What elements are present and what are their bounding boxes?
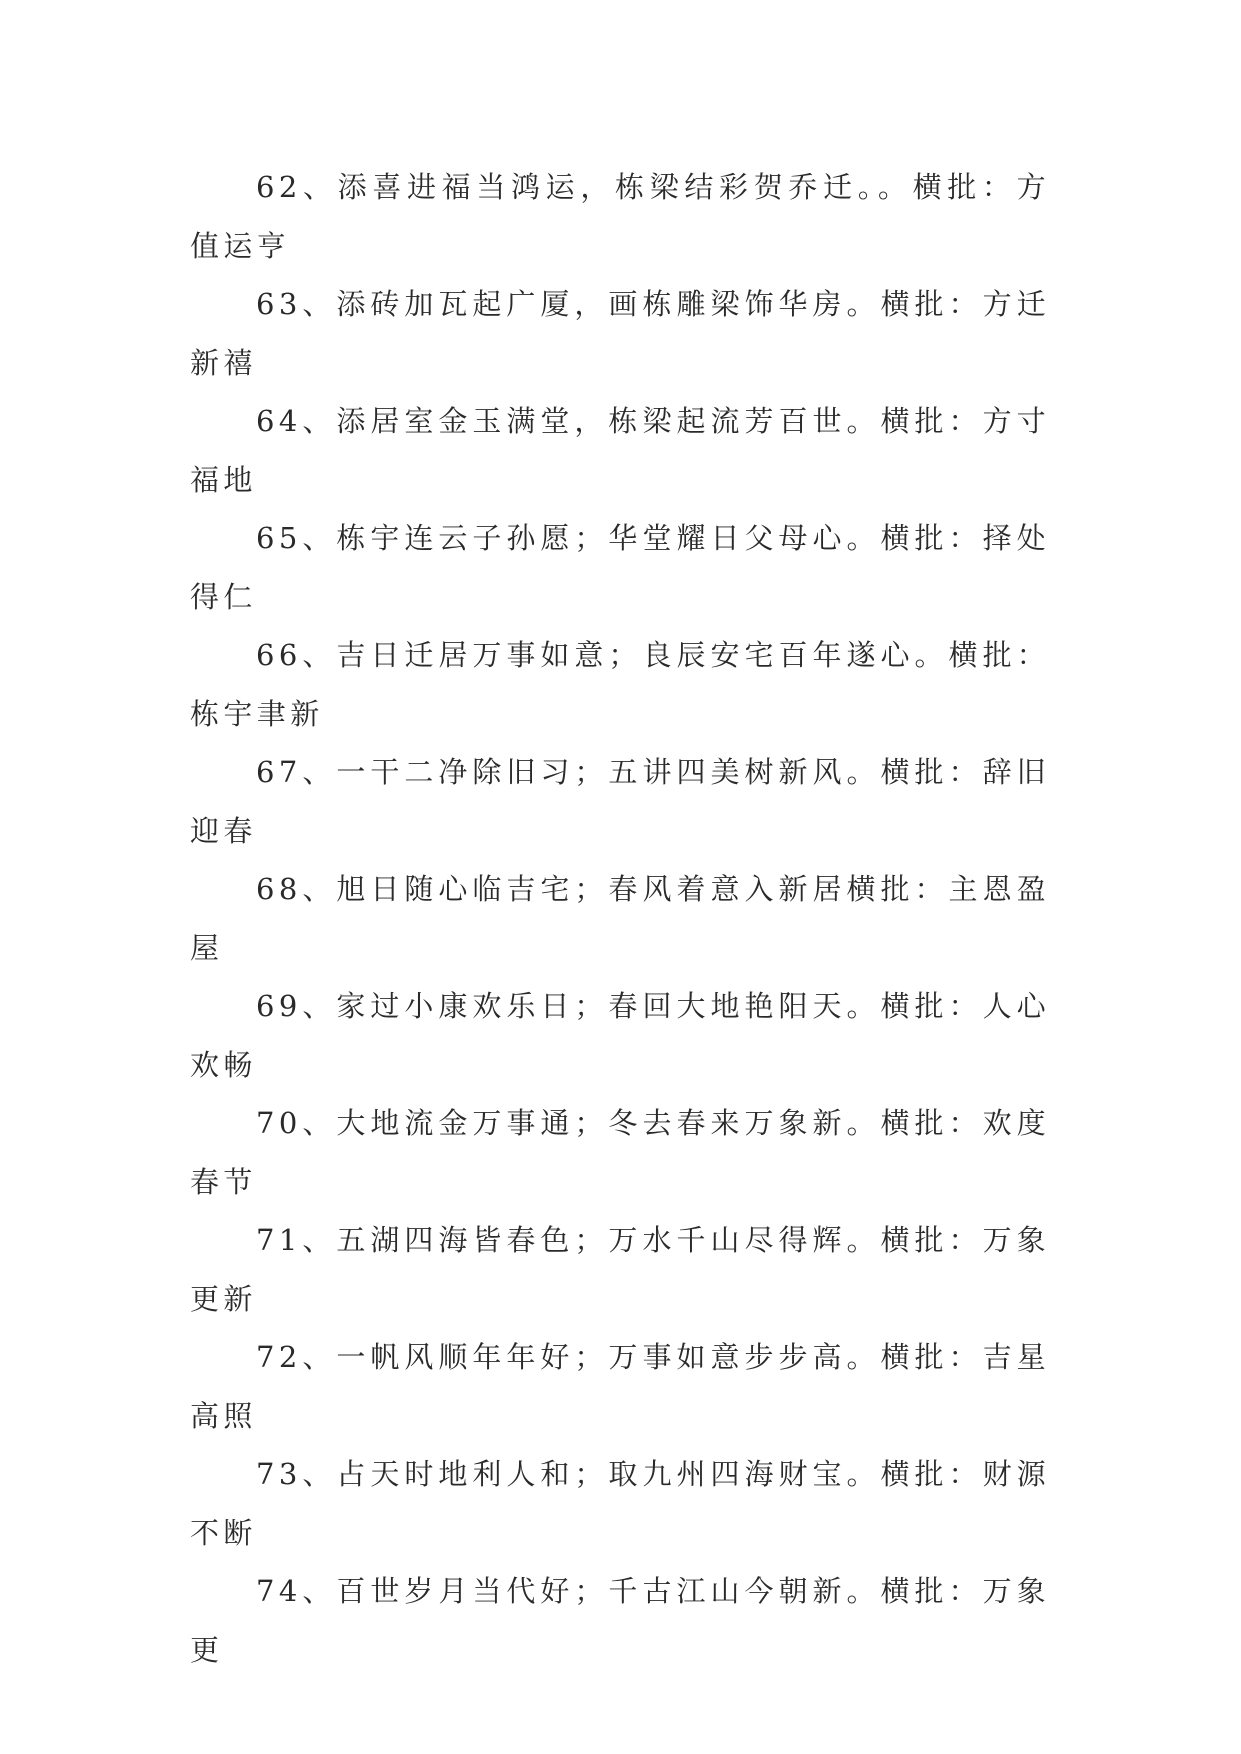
couplet-entry-67: 67、一干二净除旧习；五讲四美树新风。横批：辞旧迎春 — [190, 755, 1050, 848]
couplet-entry-74: 74、百世岁月当代好；千古江山今朝新。横批：万象更 — [190, 1574, 1050, 1667]
couplet-entry-62: 62、添喜进福当鸿运，栋梁结彩贺乔迁。。横批：方值运亨 — [190, 170, 1050, 263]
couplet-entry-71: 71、五湖四海皆春色；万水千山尽得辉。横批：万象更新 — [190, 1223, 1050, 1316]
couplet-entry-68: 68、旭日随心临吉宅；春风着意入新居横批：主恩盈屋 — [190, 872, 1050, 965]
couplet-entry-72: 72、一帆风顺年年好；万事如意步步高。横批：吉星高照 — [190, 1340, 1050, 1433]
couplet-entry-66: 66、吉日迁居万事如意；良辰安宅百年遂心。横批：栋宇聿新 — [190, 638, 1050, 731]
couplet-entry-69: 69、家过小康欢乐日；春回大地艳阳天。横批：人心欢畅 — [190, 989, 1050, 1082]
couplet-entry-65: 65、栋宇连云子孙愿；华堂耀日父母心。横批：择处得仁 — [190, 521, 1050, 614]
couplet-entry-63: 63、添砖加瓦起广厦，画栋雕梁饰华房。横批：方迁新禧 — [190, 287, 1050, 380]
couplet-entry-70: 70、大地流金万事通；冬去春来万象新。横批：欢度春节 — [190, 1106, 1050, 1199]
couplet-entry-64: 64、添居室金玉满堂，栋梁起流芳百世。横批：方寸福地 — [190, 404, 1050, 497]
couplet-entry-73: 73、占天时地利人和；取九州四海财宝。横批：财源不断 — [190, 1457, 1050, 1550]
couplet-list — [190, 158, 1050, 1679]
